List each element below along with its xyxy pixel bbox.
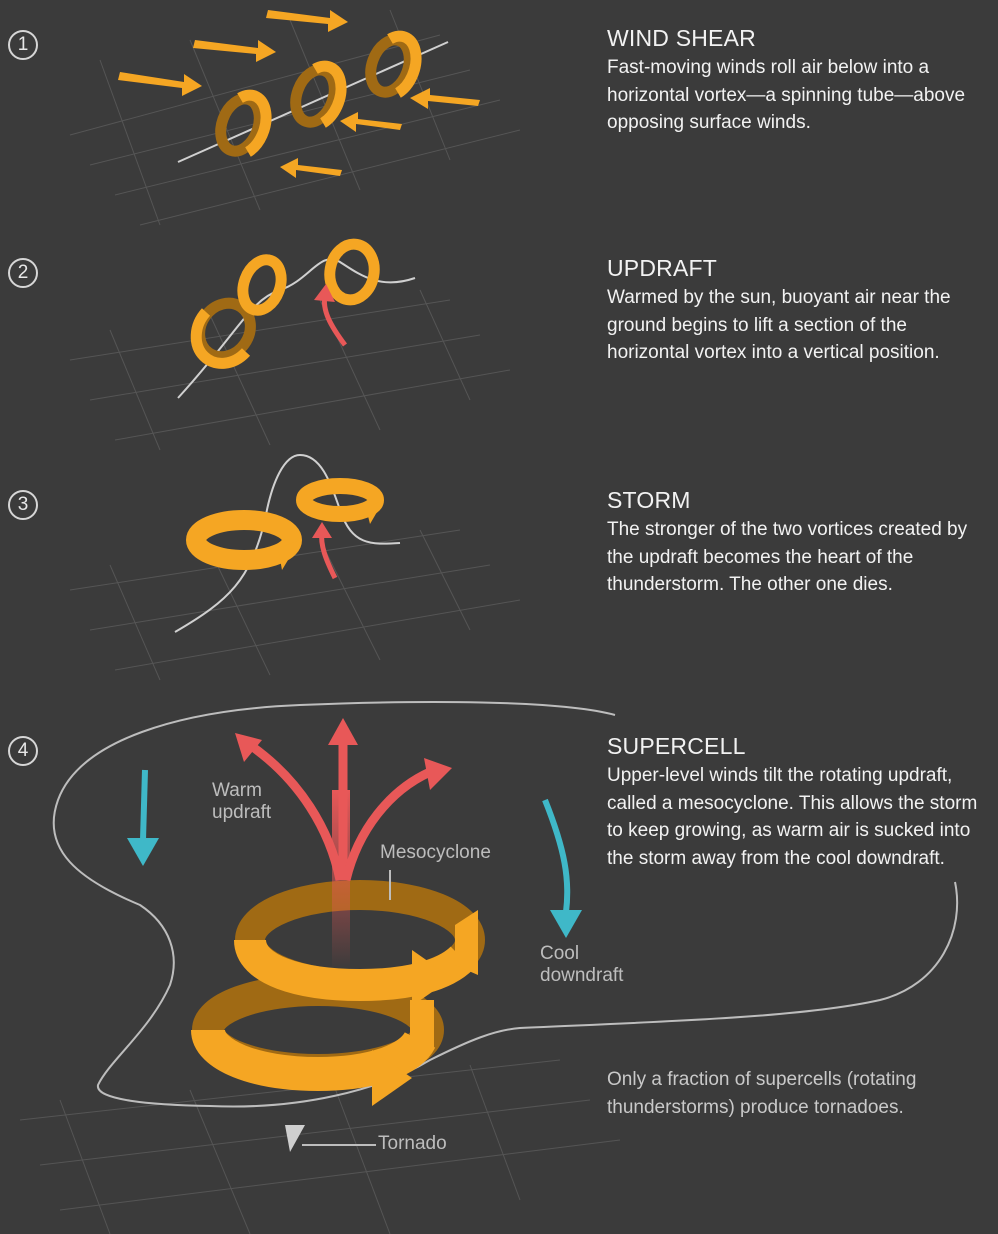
step-1-text <box>607 24 987 137</box>
wind-arrow-upper <box>193 40 276 62</box>
storm-scene <box>175 455 400 632</box>
warm-updraft-label-line2: updraft <box>212 802 272 823</box>
step-number-1: 1 <box>8 30 38 60</box>
wind-arrow-lower <box>280 158 342 178</box>
strong-vortex <box>304 486 376 514</box>
vortex-axis-curve <box>178 259 415 398</box>
wind-shear-scene <box>118 10 480 178</box>
cool-downdraft-label-line1: Cool <box>540 943 580 964</box>
step-description: Warmed by the sun, buoyant air near the ground begins to lift a section of the horizontal vortex into a vertical position. <box>607 287 951 363</box>
step-3-text <box>607 486 987 599</box>
cool-downdraft-arrowhead <box>550 910 582 938</box>
lower-ring-back-fill <box>410 1000 434 1050</box>
cool-downdraft-label <box>540 943 623 987</box>
ground-grid-2 <box>70 290 510 450</box>
warm-air-arrow <box>322 532 335 578</box>
cool-downdraft-arrowhead <box>127 838 159 866</box>
warm-air-arrowhead <box>312 522 332 538</box>
step-title: SUPERCELL <box>607 733 746 759</box>
supercell-footnote: Only a fraction of supercells (rotating thunderstorms) produce tornadoes. <box>607 1069 917 1118</box>
step-title: STORM <box>607 487 691 513</box>
cool-downdraft-arrow <box>545 800 567 912</box>
tilting-vortex <box>236 254 288 315</box>
step-2-text <box>607 254 987 367</box>
step-4-text <box>607 732 987 872</box>
step-title: WIND SHEAR <box>607 25 756 51</box>
step-description: Upper-level winds tilt the rotating updraft, called a mesocyclone. This allows the storm to keep growing, as warm air is sucked into the storm away from the cool downdraft. <box>607 765 978 869</box>
step-number-3: 3 <box>8 490 38 520</box>
wind-arrow-upper <box>266 10 348 32</box>
mesocyclone-label: Mesocyclone <box>380 842 491 863</box>
step-description: Fast-moving winds roll air below into a horizontal vortex—a spinning tube—above opposing surface winds. <box>607 57 966 133</box>
wind-arrow-lower <box>410 88 480 109</box>
warm-updraft-arrowhead-center <box>328 718 358 745</box>
warm-updraft-label <box>212 780 271 824</box>
warm-updraft-arrowhead-right <box>424 758 452 790</box>
tornado-funnel <box>285 1125 305 1152</box>
step-number-2: 2 <box>8 258 38 288</box>
wind-arrow-lower <box>340 112 402 132</box>
wind-arrow-upper <box>118 72 202 96</box>
step-title: UPDRAFT <box>607 255 718 281</box>
cool-downdraft-label-line2: downdraft <box>540 965 624 986</box>
step-description: The stronger of the two vortices created by the updraft becomes the heart of the thunderstorm. The other one dies. <box>607 519 968 595</box>
tornado-label: Tornado <box>378 1133 447 1154</box>
updraft-scene <box>178 241 415 398</box>
cool-downdraft-arrow <box>143 770 145 840</box>
tilting-vortex <box>325 241 378 304</box>
weak-vortex <box>196 520 292 560</box>
warm-updraft-label-line1: Warm <box>212 780 262 801</box>
step-number-4: 4 <box>8 736 38 766</box>
